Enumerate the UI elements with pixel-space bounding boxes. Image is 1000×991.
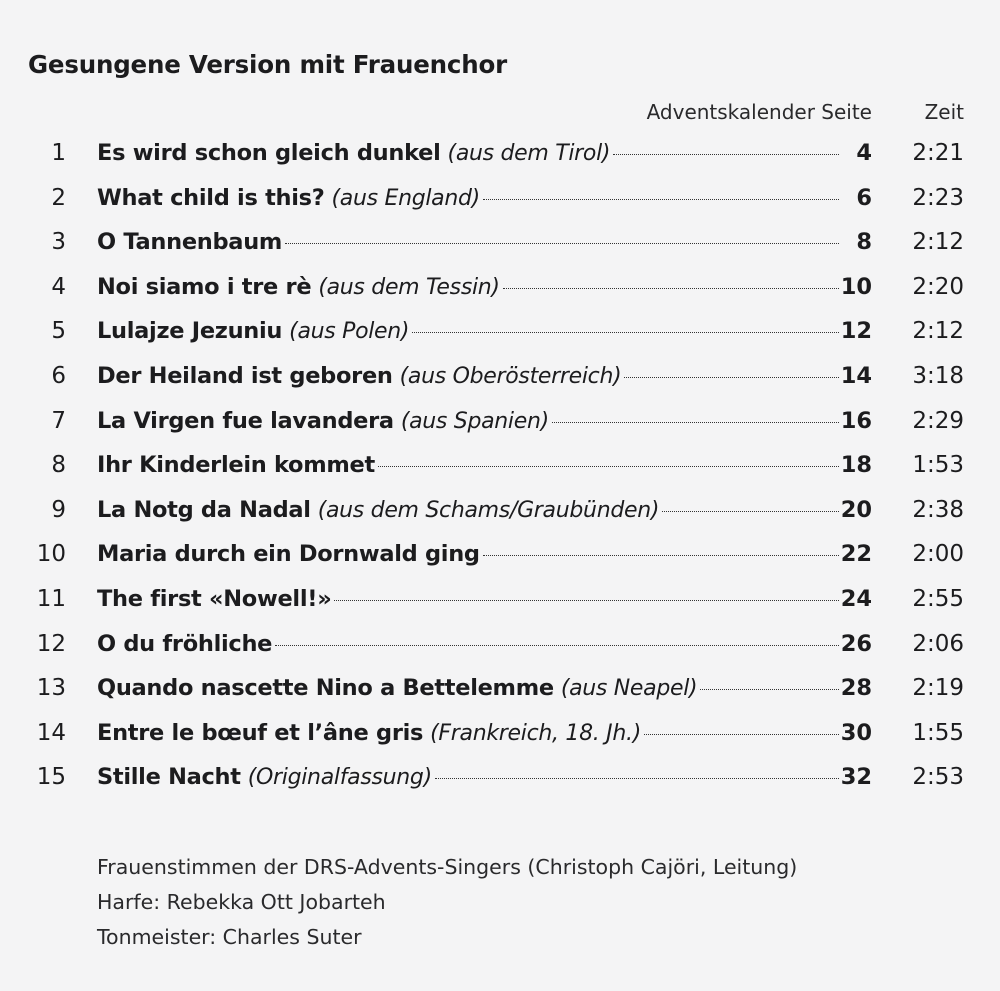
track-number: 6 <box>51 363 66 389</box>
track-duration: 2:23 <box>912 184 964 211</box>
track-title: The first «Nowell!» <box>97 586 332 612</box>
track-number: 7 <box>51 407 66 434</box>
track-calendar-page: 10 <box>840 273 872 300</box>
track-title-line <box>97 229 839 255</box>
track-title-line <box>97 318 839 344</box>
dot-leader <box>613 154 839 155</box>
track-row <box>0 402 1000 446</box>
track-number: 13 <box>36 675 66 702</box>
track-title-line <box>97 586 839 612</box>
track-origin: (aus dem Schams/Graubünden) <box>317 497 660 523</box>
track-calendar-page: 28 <box>840 675 872 702</box>
track-calendar-page: 14 <box>840 363 872 389</box>
section-heading: Gesungene Version mit Frauenchor <box>28 50 507 79</box>
track-title-line <box>97 541 839 567</box>
track-title: What child is this? <box>97 184 325 211</box>
track-number: 15 <box>36 764 66 791</box>
track-row <box>0 357 1000 401</box>
track-calendar-page: 32 <box>840 764 872 791</box>
track-row <box>0 625 1000 669</box>
track-origin: (aus Polen) <box>289 319 410 345</box>
track-origin: (aus Spanien) <box>400 408 549 434</box>
dot-leader <box>700 689 839 690</box>
track-duration: 2:55 <box>912 586 964 612</box>
track-origin: (aus Oberösterreich) <box>399 364 622 389</box>
track-row <box>0 580 1000 624</box>
dot-leader <box>552 422 839 423</box>
track-number: 1 <box>51 140 66 166</box>
track-title: Entre le bœuf et l’âne gris <box>97 719 424 746</box>
track-number: 11 <box>36 586 66 612</box>
track-row <box>0 491 1000 535</box>
track-duration: 1:55 <box>912 719 964 746</box>
track-number: 2 <box>51 184 66 211</box>
dot-leader <box>483 199 839 200</box>
track-row <box>0 223 1000 267</box>
track-row <box>0 714 1000 758</box>
track-calendar-page: 24 <box>840 586 872 612</box>
track-row <box>0 758 1000 802</box>
track-duration: 2:53 <box>912 764 964 791</box>
track-calendar-page: 4 <box>856 140 872 166</box>
track-calendar-page: 16 <box>840 407 872 434</box>
track-duration: 2:19 <box>912 675 964 702</box>
track-duration: 2:38 <box>912 496 964 523</box>
track-title-line <box>97 720 839 746</box>
track-origin: (aus England) <box>331 185 480 211</box>
track-title: O Tannenbaum <box>97 229 283 256</box>
track-title: La Virgen fue lavandera <box>97 407 394 434</box>
dot-leader <box>285 243 839 244</box>
track-row <box>0 669 1000 713</box>
dot-leader <box>624 377 839 378</box>
track-duration: 1:53 <box>912 452 964 479</box>
track-title: Lulajze Jezuniu <box>97 318 283 345</box>
track-title: Der Heiland ist geboren <box>97 363 393 389</box>
track-number: 8 <box>51 452 66 479</box>
track-row <box>0 535 1000 579</box>
track-title-line <box>97 452 839 478</box>
dot-leader <box>378 466 839 467</box>
track-title: Stille Nacht <box>97 764 241 791</box>
track-calendar-page: 8 <box>856 229 872 256</box>
track-duration: 2:21 <box>912 140 964 166</box>
column-header-zeit: Zeit <box>924 100 964 124</box>
track-duration: 2:12 <box>912 318 964 345</box>
track-calendar-page: 12 <box>840 318 872 345</box>
track-title-line <box>97 140 839 166</box>
track-row <box>0 446 1000 490</box>
credit-line-choir: Frauenstimmen der DRS-Advents-Singers (Christoph Cajöri, Leitung) <box>97 855 798 879</box>
credit-line-harp: Harfe: Rebekka Ott Jobarteh <box>97 890 386 914</box>
track-title-line <box>97 764 839 790</box>
track-title: Ihr Kinderlein kommet <box>97 452 375 479</box>
dot-leader <box>483 555 839 556</box>
track-title-line <box>97 497 839 523</box>
dot-leader <box>275 645 839 646</box>
track-row <box>0 312 1000 356</box>
track-title: Maria durch ein Dornwald ging <box>97 541 480 568</box>
track-duration: 2:20 <box>912 273 964 300</box>
track-calendar-page: 26 <box>840 630 872 657</box>
track-number: 3 <box>51 229 66 256</box>
track-title-line <box>97 363 839 389</box>
track-title-line <box>97 185 839 211</box>
track-title: La Notg da Nadal <box>97 496 311 523</box>
credits <box>97 850 797 955</box>
track-origin: (aus Neapel) <box>560 676 698 702</box>
track-title: Noi siamo i tre rè <box>97 273 312 300</box>
dot-leader <box>334 600 839 601</box>
track-duration: 3:18 <box>912 363 964 389</box>
dot-leader <box>662 511 839 512</box>
track-title-line <box>97 675 839 701</box>
dot-leader <box>412 332 839 333</box>
track-origin: (Originalfassung) <box>247 765 432 791</box>
dot-leader <box>435 778 839 779</box>
track-origin: (Frankreich, 18. Jh.) <box>430 720 641 746</box>
track-calendar-page: 30 <box>840 719 872 746</box>
dot-leader <box>503 288 839 289</box>
credit-line-engineer: Tonmeister: Charles Suter <box>97 925 362 949</box>
track-number: 4 <box>51 273 66 300</box>
track-row <box>0 179 1000 223</box>
track-duration: 2:06 <box>912 630 964 657</box>
track-number: 10 <box>36 541 66 568</box>
track-title: Es wird schon gleich dunkel <box>97 140 441 166</box>
track-number: 12 <box>36 630 66 657</box>
track-origin: (aus dem Tessin) <box>318 274 500 300</box>
track-title: Quando nascette Nino a Bettelemme <box>97 675 554 702</box>
track-calendar-page: 18 <box>840 452 872 479</box>
track-duration: 2:12 <box>912 229 964 256</box>
track-row <box>0 134 1000 178</box>
track-row <box>0 268 1000 312</box>
track-calendar-page: 6 <box>856 184 872 211</box>
track-number: 14 <box>36 719 66 746</box>
track-title-line <box>97 631 839 657</box>
track-calendar-page: 20 <box>840 496 872 523</box>
track-title: O du fröhliche <box>97 630 273 657</box>
track-duration: 2:29 <box>912 407 964 434</box>
track-number: 9 <box>51 496 66 523</box>
track-title-line <box>97 408 839 434</box>
track-title-line <box>97 274 839 300</box>
column-header-seite: Adventskalender Seite <box>646 100 872 124</box>
dot-leader <box>644 734 839 735</box>
track-origin: (aus dem Tirol) <box>447 141 611 166</box>
track-duration: 2:00 <box>912 541 964 568</box>
track-number: 5 <box>51 318 66 345</box>
track-calendar-page: 22 <box>840 541 872 568</box>
